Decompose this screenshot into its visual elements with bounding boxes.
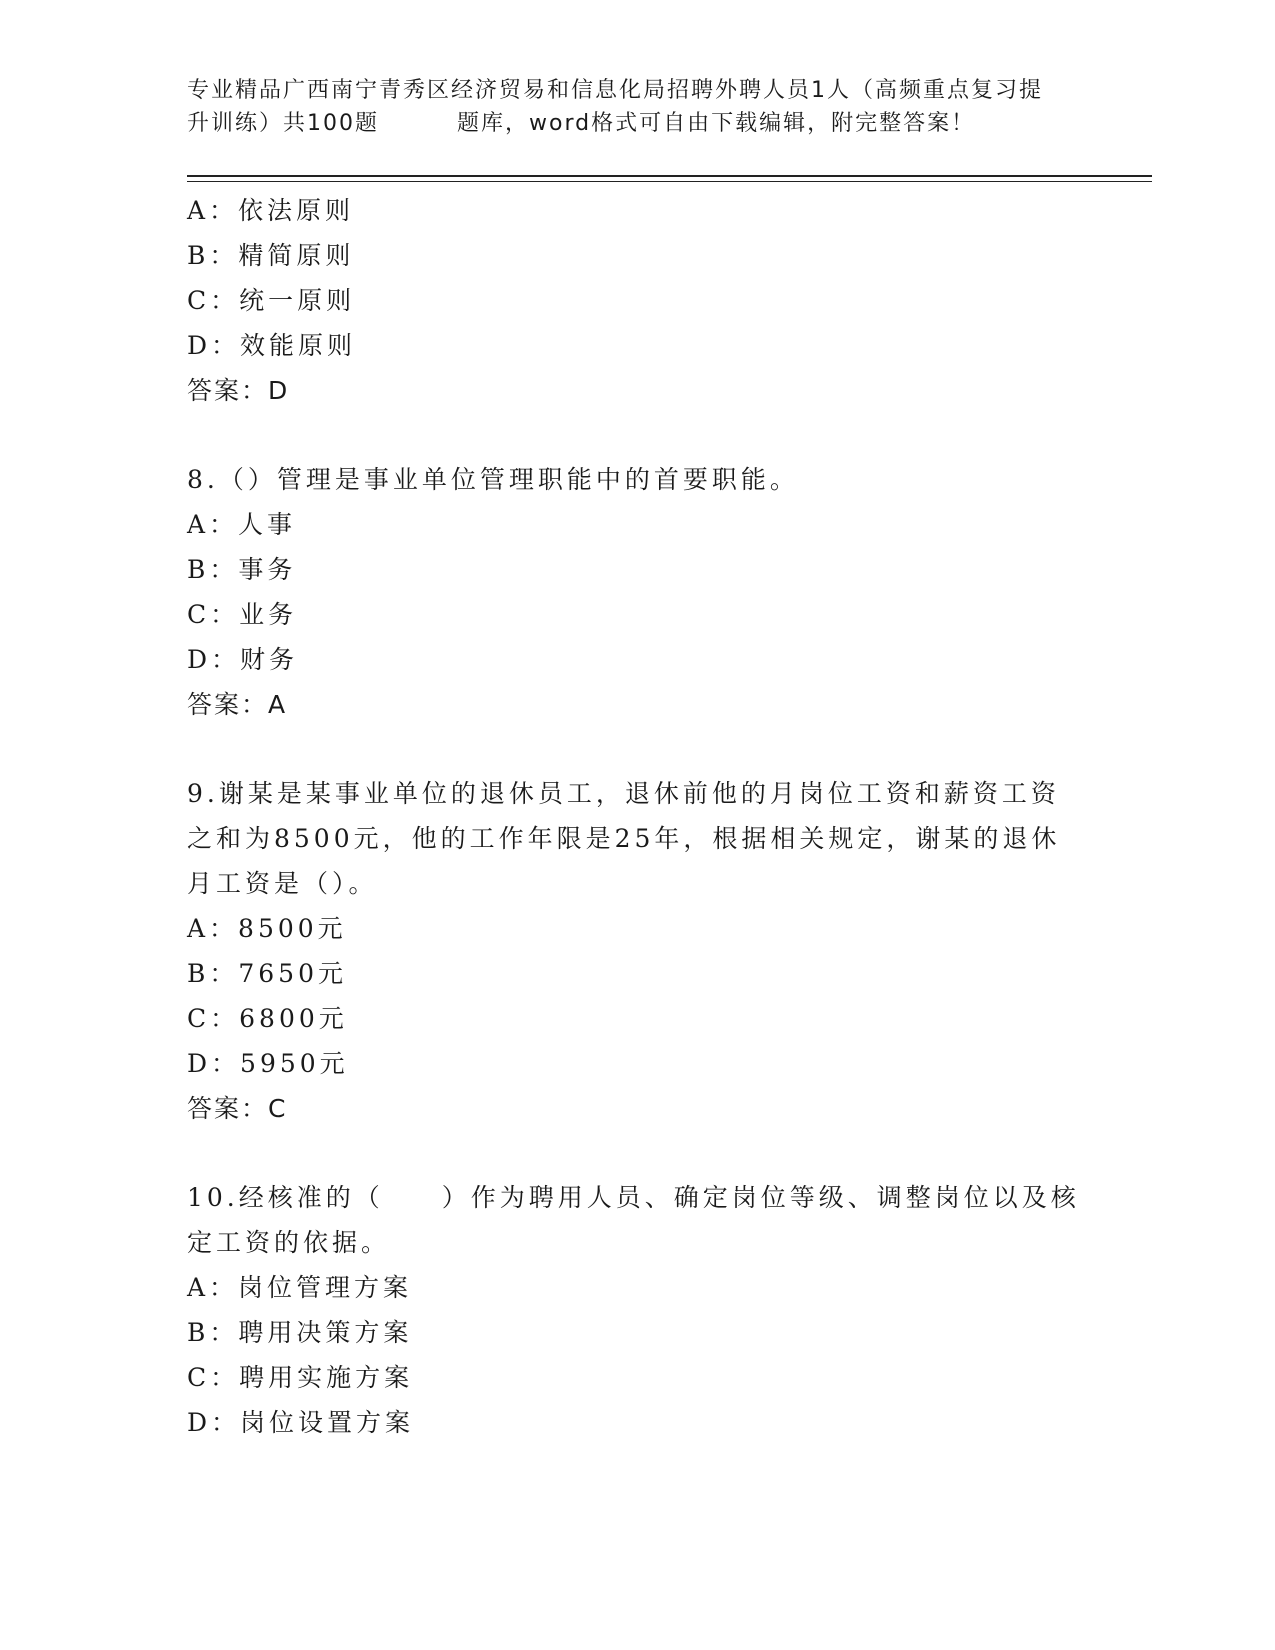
option-a: A：岗位管理方案 xyxy=(187,1273,413,1302)
header-divider-thick xyxy=(187,175,1152,177)
question-list xyxy=(187,188,1087,1445)
option-a: A：人事 xyxy=(187,510,297,539)
header-title-line-2 xyxy=(187,107,1087,140)
option-d: D：财务 xyxy=(187,645,299,674)
question-8 xyxy=(187,457,1087,727)
question-text: 8.（）管理是事业单位管理职能中的首要职能。 xyxy=(187,465,799,494)
option-d: D：岗位设置方案 xyxy=(187,1408,415,1437)
answer-line: 答案：D xyxy=(187,376,290,405)
option-b: B：精简原则 xyxy=(187,241,355,270)
header-title-line-1: 专业精品广西南宁青秀区经济贸易和信息化局招聘外聘人员1人（高频重点复习提 xyxy=(187,78,1043,103)
header-title-line-2-right: 题库，word格式可自由下载编辑，附完整答案！ xyxy=(457,111,976,136)
header-divider-thin xyxy=(187,181,1152,182)
option-b: B：7650元 xyxy=(187,959,347,988)
answer-line: 答案：A xyxy=(187,690,288,719)
question-text-line-2: 之和为8500元，他的工作年限是25年，根据相关规定，谢某的退休 xyxy=(187,824,1061,853)
option-c: C：6800元 xyxy=(187,1004,348,1033)
answer-line: 答案：C xyxy=(187,1094,288,1123)
option-b: B：事务 xyxy=(187,555,297,584)
option-b: B：聘用决策方案 xyxy=(187,1318,413,1347)
document-header xyxy=(187,74,1087,140)
option-c: C：统一原则 xyxy=(187,286,356,315)
option-d: D：效能原则 xyxy=(187,331,357,360)
question-text-line-2: 定工资的依据。 xyxy=(187,1228,391,1257)
option-a: A：8500元 xyxy=(187,914,347,943)
question-7-continued xyxy=(187,188,1087,413)
option-d: D：5950元 xyxy=(187,1049,349,1078)
option-c: C：业务 xyxy=(187,600,298,629)
question-9 xyxy=(187,771,1087,1131)
question-text-line-1: 9.谢某是某事业单位的退休员工，退休前他的月岗位工资和薪资工资 xyxy=(187,779,1060,808)
header-title-line-2-left: 升训练）共100题 xyxy=(187,111,379,136)
question-text-line-1: 10.经核准的（ ）作为聘用人员、确定岗位等级、调整岗位以及核 xyxy=(187,1183,1080,1212)
question-10 xyxy=(187,1175,1087,1445)
option-c: C：聘用实施方案 xyxy=(187,1363,414,1392)
question-text-line-3: 月工资是（）。 xyxy=(187,869,378,898)
option-a: A：依法原则 xyxy=(187,196,355,225)
